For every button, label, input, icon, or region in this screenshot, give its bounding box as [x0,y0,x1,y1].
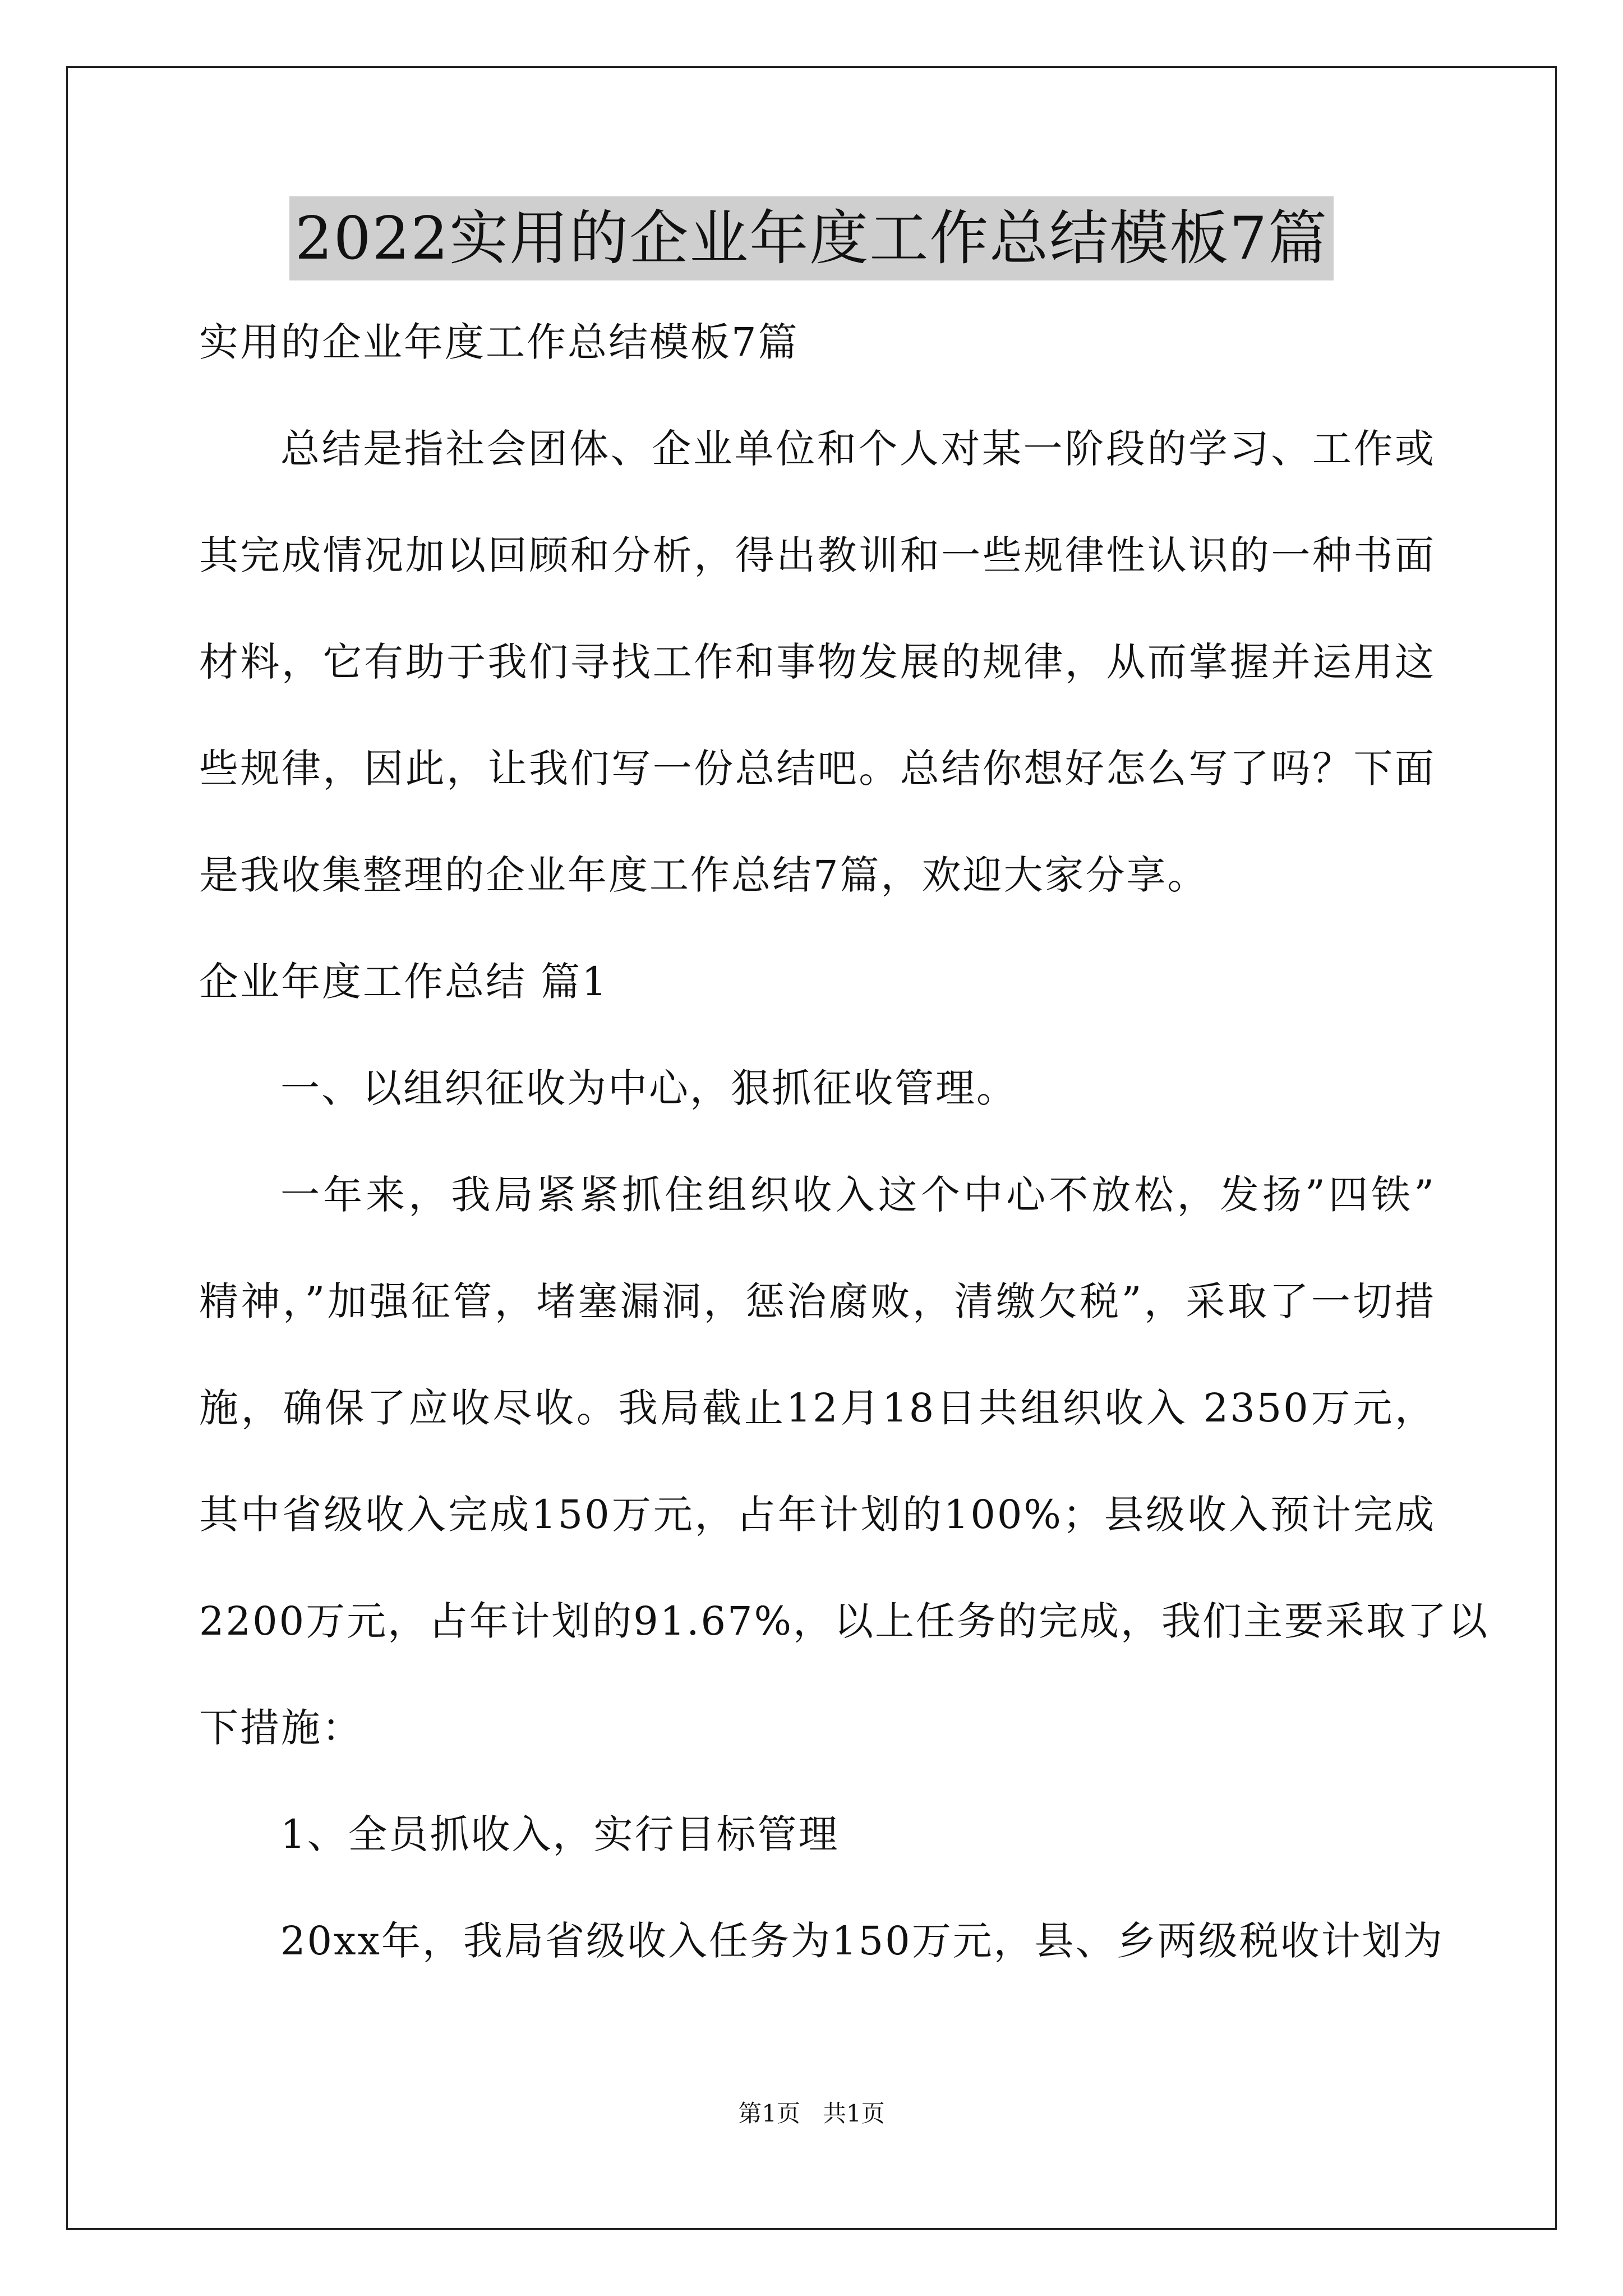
page-number: 第1页 [738,2100,800,2127]
paragraph-line: 是我收集整理的企业年度工作总结7篇，欢迎大家分享。 [199,852,1209,898]
section-heading: 企业年度工作总结 篇1 [199,959,608,1005]
paragraph-line: 一年来，我局紧紧抓住组织收入这个中心不放松，发扬”四铁” [280,1172,1436,1218]
paragraph-line: 总结是指社会团体、企业单位和个人对某一阶段的学习、工作或 [280,426,1436,472]
paragraph-line: 材料，它有助于我们寻找工作和事物发展的规律，从而掌握并运用这 [199,639,1436,685]
subsection-heading: 一、以组织征收为中心，狠抓征收管理。 [280,1065,1017,1111]
subsection-heading: 1、全员抓收入，实行目标管理 [280,1811,840,1857]
page-footer [0,2095,1623,2129]
title-container [0,196,1623,280]
paragraph-line: 其中省级收入完成150万元，占年计划的100%；县级收入预计完成 [199,1492,1436,1538]
paragraph-line: 施，确保了应收尽收。我局截止12月18日共组织收入 2350万元， [199,1385,1436,1431]
page-border [66,66,1557,2230]
page-total: 共1页 [823,2100,885,2127]
paragraph-line: 2200万元，占年计划的91.67%，以上任务的完成，我们主要采取了以 [199,1598,1490,1644]
paragraph-line: 精神，”加强征管，堵塞漏洞，惩治腐败，清缴欠税”，采取了一切措 [199,1278,1436,1324]
paragraph-line: 其完成情况加以回顾和分析，得出教训和一些规律性认识的一种书面 [199,532,1436,578]
paragraph-line: 些规律，因此，让我们写一份总结吧。总结你想好怎么写了吗？下面 [199,746,1436,792]
document-title: 2022实用的企业年度工作总结模板7篇 [289,196,1334,280]
paragraph-line: 下措施： [199,1705,363,1751]
subtitle-line: 实用的企业年度工作总结模板7篇 [199,319,799,365]
paragraph-line: 20xx年，我局省级收入任务为150万元，县、乡两级税收计划为 [280,1918,1444,1964]
